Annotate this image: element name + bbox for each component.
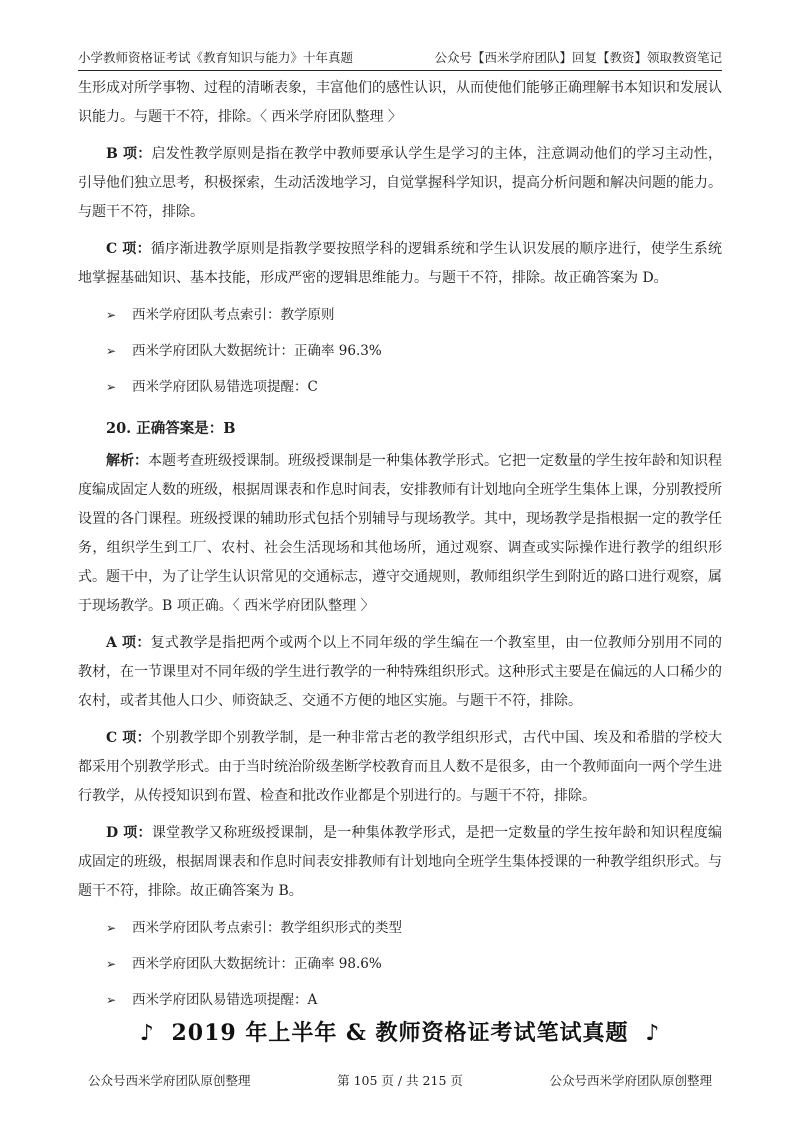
paragraph-option-c-2 xyxy=(78,724,722,811)
question-answer-title: 20. 正确答案是：B xyxy=(106,420,236,437)
option-label: C 项： xyxy=(106,241,151,257)
option-text: 启发性教学原则是指在教学中教师要承认学生是学习的主体，注意调动他们的学习主动性，引导他们独立思考，积极探索，生动活泼地学习，自觉掌握科学知识，提高分析问题和解决问题的能力。与题干不符，排除。 xyxy=(78,146,722,220)
bullet-text: 西米学府团队考点索引：教学组织形式的类型 xyxy=(132,920,402,936)
option-label: C 项： xyxy=(106,730,151,746)
arrow-bullet-icon: ➢ xyxy=(106,380,117,394)
paragraph-option-c xyxy=(78,235,722,293)
bullet-accuracy-stat xyxy=(78,950,722,979)
footer-left: 公众号西米学府团队原创整理 xyxy=(88,1073,251,1088)
section-title-text: 2019 年上半年 & 教师资格证考试笔试真题 xyxy=(171,1020,629,1046)
footer-right: 公众号西米学府团队原创整理 xyxy=(549,1073,712,1088)
option-text: 个别教学即个别教学制，是一种非常古老的教学组织形式，古代中国、埃及和希腊的学校大都采用个别教学形式。由于当时统治阶级垄断学校教育而且人数不是很多，由一个教师面向一两个学生进行教学，从传授知识到布置、检查和批改作业都是个别进行的。与题干不符，排除。 xyxy=(78,730,722,804)
bullet-text: 西米学府团队大数据统计：正确率 98.6% xyxy=(132,956,382,972)
bullet-text: 西米学府团队大数据统计：正确率 96.3% xyxy=(132,343,382,359)
bullet-text: 西米学府团队易错选项提醒：A xyxy=(132,992,318,1008)
paragraph-option-b xyxy=(78,140,722,227)
option-label: A 项： xyxy=(106,635,151,651)
paragraph-option-d xyxy=(78,819,722,906)
arrow-bullet-icon: ➢ xyxy=(106,993,117,1007)
analysis-text: 本题考查班级授课制。班级授课制是一种集体教学形式。它把一定数量的学生按年龄和知识程度编成固定人数的班级，根据周课表和作息时间表，安排教师有计划地向全班学生集体上课，分别教授所设置的各门课程。班级授课的辅助形式包括个别辅导与现场教学。其中，现场教学是指根据一定的教学任务，组织学生到工厂、农村、社会生活现场和其他场所，通过观察、调查或实际操作进行教学的组织形式。题干中，为了让学生认识常见的交通标志，遵守交通规则，教师组织学生到附近的路口进行观察，属于现场教学。B 项正确。〈 西米学府团队整理 〉 xyxy=(78,453,722,614)
option-text: 复式教学是指把两个或两个以上不同年级的学生编在一个教室里，由一位教师分别用不同的教材，在一节课里对不同年级的学生进行教学的一种特殊组织形式。这种形式主要是在偏远的人口稀少的农村，或者其他人口少、师资缺乏、交通不方便的地区实施。与题干不符，排除。 xyxy=(78,635,722,709)
arrow-bullet-icon: ➢ xyxy=(106,921,117,935)
bullet-accuracy-stat xyxy=(78,337,722,366)
bullet-knowledge-point xyxy=(78,914,722,943)
header-right-note: 公众号【西米学府团队】回复【教资】领取教资笔记 xyxy=(434,50,722,65)
page-footer xyxy=(88,1071,712,1089)
header-left-title: 小学教师资格证考试《教育知识与能力》十年真题 xyxy=(78,50,354,65)
page-number: 第 105 页 / 共 215 页 xyxy=(337,1073,463,1088)
bullet-text: 西米学府团队考点索引：教学原则 xyxy=(132,307,335,323)
analysis-label: 解析： xyxy=(106,453,148,469)
music-note-icon: ♪ xyxy=(139,1021,155,1046)
option-text: 循序渐进教学原则是指教学要按照学科的逻辑系统和学生认识发展的顺序进行，使学生系统地掌握基础知识、基本技能，形成严密的逻辑思维能力。与题干不符，排除。故正确答案为 D。 xyxy=(78,241,722,286)
paragraph-continuation: 生形成对所学事物、过程的清晰表象，丰富他们的感性认识，从而使他们能够正确理解书本知识和发展认识能力。与题干不符，排除。〈 西米学府团队整理 〉 xyxy=(78,80,722,125)
music-note-icon: ♪ xyxy=(645,1021,661,1046)
arrow-bullet-icon: ➢ xyxy=(106,957,117,971)
option-label: B 项： xyxy=(106,146,152,162)
arrow-bullet-icon: ➢ xyxy=(106,344,117,358)
bullet-common-mistake xyxy=(78,986,722,1015)
bullet-common-mistake xyxy=(78,373,722,402)
paragraph-option-a xyxy=(78,629,722,716)
page-content xyxy=(78,74,722,1022)
section-title xyxy=(0,1016,800,1047)
option-text: 课堂教学又称班级授课制，是一种集体教学形式，是把一定数量的学生按年龄和知识程度编成固定的班级，根据周课表和作息时间表安排教师有计划地向全班学生集体授课的一种教学组织形式。与题干不符，排除。故正确答案为 B。 xyxy=(78,825,723,899)
paragraph-analysis xyxy=(78,447,722,621)
option-label: D 项： xyxy=(106,825,152,841)
page-header xyxy=(78,40,722,71)
bullet-knowledge-point xyxy=(78,301,722,330)
arrow-bullet-icon: ➢ xyxy=(106,308,117,322)
bullet-text: 西米学府团队易错选项提醒：C xyxy=(132,379,318,395)
